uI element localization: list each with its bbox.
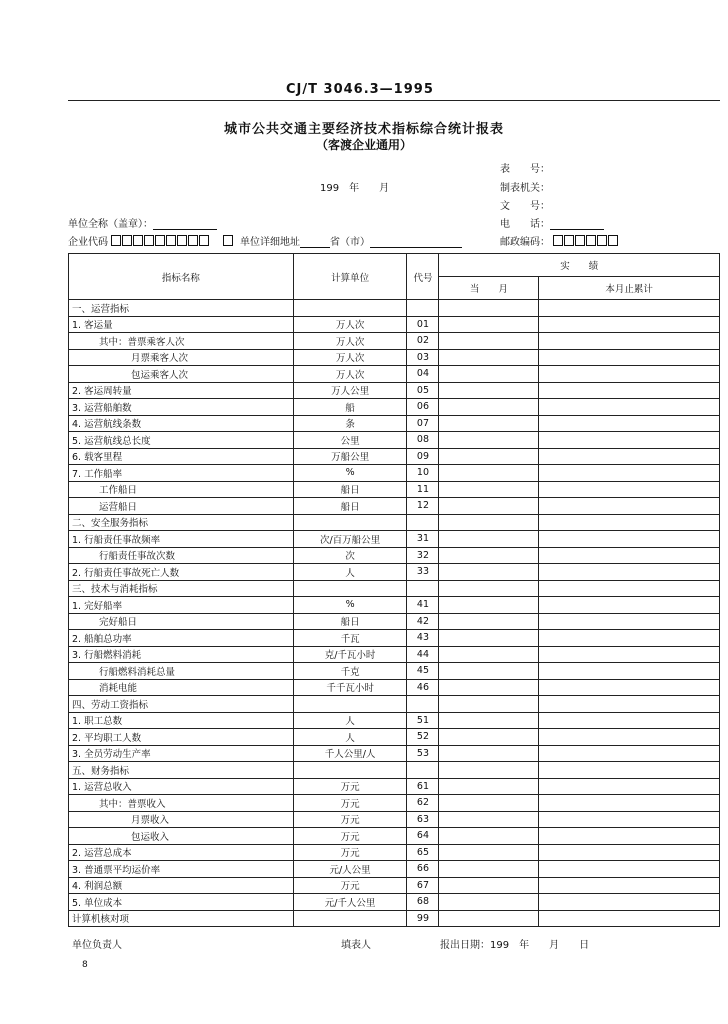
indicator-name-cell: 包运收入: [69, 828, 294, 845]
indicator-name-cell: 2. 客运周转量: [69, 382, 294, 399]
table-row: [69, 316, 720, 333]
cumulative-value-cell[interactable]: [539, 465, 720, 482]
cumulative-value-cell[interactable]: [539, 811, 720, 828]
code-cell: 65: [407, 844, 439, 861]
table-row: [69, 646, 720, 663]
current-month-value-cell[interactable]: [439, 861, 539, 878]
indicator-name-cell: 6. 载客里程: [69, 448, 294, 465]
col-code-header: 代号: [407, 254, 439, 300]
current-month-value-cell[interactable]: [439, 762, 539, 779]
cumulative-value-cell[interactable]: [539, 910, 720, 927]
indicator-name-cell: 行船燃料消耗总量: [69, 663, 294, 680]
current-month-value-cell[interactable]: [439, 564, 539, 581]
unit-cell: [293, 696, 407, 713]
code-cell: 68: [407, 894, 439, 911]
current-month-value-cell[interactable]: [439, 349, 539, 366]
doc-no-label: 文 号：: [500, 201, 550, 212]
code-cell: 45: [407, 663, 439, 680]
cumulative-value-cell[interactable]: [539, 547, 720, 564]
code-cell: 51: [407, 712, 439, 729]
cumulative-value-cell[interactable]: [539, 894, 720, 911]
cumulative-value-cell[interactable]: [539, 448, 720, 465]
unit-cell: 万元: [293, 877, 407, 894]
code-cell: 46: [407, 679, 439, 696]
code-cell: 10: [407, 465, 439, 482]
unit-cell: %: [293, 597, 407, 614]
cumulative-value-cell[interactable]: [539, 432, 720, 449]
table-row: [69, 894, 720, 911]
current-month-value-cell[interactable]: [439, 646, 539, 663]
table-row: [69, 861, 720, 878]
unit-cell: 次: [293, 547, 407, 564]
unit-cell: 万元: [293, 795, 407, 812]
indicator-name-cell: 四、劳动工资指标: [69, 696, 294, 713]
col-unit-header: 计算单位: [293, 254, 407, 300]
postcode-boxes: [553, 235, 619, 249]
indicator-name-cell: 其中：普票收入: [69, 795, 294, 812]
cumulative-value-cell[interactable]: [539, 613, 720, 630]
current-month-value-cell[interactable]: [439, 877, 539, 894]
current-month-value-cell[interactable]: [439, 300, 539, 317]
cumulative-value-cell[interactable]: [539, 349, 720, 366]
code-cell: 53: [407, 745, 439, 762]
table-row: [69, 349, 720, 366]
current-month-value-cell[interactable]: [439, 333, 539, 350]
indicator-name-cell: 二、安全服务指标: [69, 514, 294, 531]
unit-cell: 船日: [293, 613, 407, 630]
current-month-value-cell[interactable]: [439, 663, 539, 680]
code-cell: 31: [407, 531, 439, 548]
cumulative-value-cell[interactable]: [539, 300, 720, 317]
unit-cell: 人: [293, 712, 407, 729]
unit-cell: 人: [293, 564, 407, 581]
indicator-name-cell: 运营船日: [69, 498, 294, 515]
cumulative-value-cell[interactable]: [539, 630, 720, 647]
unit-cell: 条: [293, 415, 407, 432]
indicator-name-cell: 3. 行船燃料消耗: [69, 646, 294, 663]
phone-field[interactable]: [500, 215, 604, 230]
address-label: 单位详细地址: [240, 237, 300, 248]
table-row: [69, 481, 720, 498]
table-row: [69, 547, 720, 564]
report-title: 城市公共交通主要经济技术指标综合统计报表: [223, 122, 504, 137]
cumulative-value-cell[interactable]: [539, 762, 720, 779]
indicator-name-cell: 完好船日: [69, 613, 294, 630]
indicator-name-cell: 月票乘客人次: [69, 349, 294, 366]
current-month-value-cell[interactable]: [439, 630, 539, 647]
current-month-value-cell[interactable]: [439, 448, 539, 465]
current-month-value-cell[interactable]: [439, 481, 539, 498]
indicator-name-cell: 2. 平均职工人数: [69, 729, 294, 746]
table-row: [69, 729, 720, 746]
issuing-org-label: 制表机关：: [500, 183, 550, 194]
cumulative-value-cell[interactable]: [539, 382, 720, 399]
unit-cell: 万船公里: [293, 448, 407, 465]
code-cell: 64: [407, 828, 439, 845]
current-month-value-cell[interactable]: [439, 415, 539, 432]
table-row: [69, 630, 720, 647]
current-month-value-cell[interactable]: [439, 795, 539, 812]
indicator-name-cell: 1. 完好船率: [69, 597, 294, 614]
table-row: [69, 333, 720, 350]
indicator-name-cell: 工作船日: [69, 481, 294, 498]
cumulative-value-cell[interactable]: [539, 745, 720, 762]
address-detail-line: [370, 236, 462, 248]
postcode-label: 邮政编码：: [500, 237, 550, 248]
current-month-value-cell[interactable]: [439, 745, 539, 762]
col-actual-header: 实 绩: [439, 254, 720, 277]
current-month-value-cell[interactable]: [439, 712, 539, 729]
table-row: [69, 366, 720, 383]
cumulative-value-cell[interactable]: [539, 679, 720, 696]
table-row: [69, 844, 720, 861]
unit-cell: 元/千人公里: [293, 894, 407, 911]
enterprise-code-field[interactable]: [68, 233, 234, 249]
unit-cell: 万元: [293, 844, 407, 861]
cumulative-value-cell[interactable]: [539, 844, 720, 861]
address-field[interactable]: [240, 233, 462, 248]
table-row: [69, 778, 720, 795]
unit-cell: 千千瓦小时: [293, 679, 407, 696]
indicator-name-cell: 3. 全员劳动生产率: [69, 745, 294, 762]
unit-cell: 千克: [293, 663, 407, 680]
responsible-label: 单位负责人: [72, 940, 122, 951]
unit-cell: 万人次: [293, 316, 407, 333]
code-cell: 02: [407, 333, 439, 350]
indicator-name-cell: 1. 职工总数: [69, 712, 294, 729]
current-month-value-cell[interactable]: [439, 613, 539, 630]
table-row: [69, 580, 720, 597]
table-row: [69, 828, 720, 845]
current-month-value-cell[interactable]: [439, 811, 539, 828]
table-row: [69, 531, 720, 548]
unit-cell: 万人次: [293, 349, 407, 366]
code-cell: 06: [407, 399, 439, 416]
unit-cell: 人: [293, 729, 407, 746]
enterprise-code-label: 企业代码: [68, 237, 108, 248]
indicator-name-cell: 2. 运营总成本: [69, 844, 294, 861]
col-indicator-header: 指标名称: [69, 254, 294, 300]
current-month-value-cell[interactable]: [439, 844, 539, 861]
phone-label: 电 话：: [500, 219, 550, 230]
current-month-value-cell[interactable]: [439, 597, 539, 614]
table-row: [69, 597, 720, 614]
unit-cell: 船日: [293, 481, 407, 498]
cumulative-value-cell[interactable]: [539, 795, 720, 812]
cumulative-value-cell[interactable]: [539, 316, 720, 333]
table-row: [69, 399, 720, 416]
code-cell: 43: [407, 630, 439, 647]
code-cell: [407, 514, 439, 531]
table-row: [69, 432, 720, 449]
header-rule: [68, 100, 720, 101]
code-cell: 63: [407, 811, 439, 828]
table-row: [69, 448, 720, 465]
unit-cell: 克/千瓦小时: [293, 646, 407, 663]
cumulative-value-cell[interactable]: [539, 828, 720, 845]
code-cell: 33: [407, 564, 439, 581]
unit-cell: [293, 514, 407, 531]
code-cell: 07: [407, 415, 439, 432]
address-province-line: [300, 236, 330, 248]
code-cell: 05: [407, 382, 439, 399]
postcode-field[interactable]: [500, 233, 619, 249]
code-cell: 61: [407, 778, 439, 795]
indicator-name-cell: 包运乘客人次: [69, 366, 294, 383]
cumulative-value-cell[interactable]: [539, 564, 720, 581]
code-cell: 11: [407, 481, 439, 498]
unit-cell: [293, 762, 407, 779]
table-row: [69, 564, 720, 581]
current-month-value-cell[interactable]: [439, 531, 539, 548]
indicator-name-cell: 3. 普通票平均运价率: [69, 861, 294, 878]
cumulative-value-cell[interactable]: [539, 877, 720, 894]
current-month-value-cell[interactable]: [439, 432, 539, 449]
cumulative-value-cell[interactable]: [539, 399, 720, 416]
report-date-label: 报出日期：199 年 月 日: [440, 940, 590, 951]
indicator-name-cell: 其中：普票乘客人次: [69, 333, 294, 350]
table-row: [69, 811, 720, 828]
current-month-value-cell[interactable]: [439, 894, 539, 911]
indicator-name-cell: 三、技术与消耗指标: [69, 580, 294, 597]
current-month-value-cell[interactable]: [439, 316, 539, 333]
current-month-value-cell[interactable]: [439, 547, 539, 564]
table-row: [69, 877, 720, 894]
unit-cell: 千人公里/人: [293, 745, 407, 762]
current-month-value-cell[interactable]: [439, 696, 539, 713]
code-cell: [407, 580, 439, 597]
code-cell: 67: [407, 877, 439, 894]
enterprise-code-boxes: [111, 235, 210, 249]
page-number: 8: [82, 960, 88, 970]
cumulative-value-cell[interactable]: [539, 597, 720, 614]
indicator-name-cell: 月票收入: [69, 811, 294, 828]
current-month-value-cell[interactable]: [439, 580, 539, 597]
indicator-name-cell: 行船责任事故次数: [69, 547, 294, 564]
indicator-name-cell: 4. 运营航线条数: [69, 415, 294, 432]
unit-cell: 万元: [293, 811, 407, 828]
unit-cell: 元/人公里: [293, 861, 407, 878]
indicator-rows: [69, 300, 720, 927]
indicator-name-cell: 4. 利润总额: [69, 877, 294, 894]
cumulative-value-cell[interactable]: [539, 712, 720, 729]
cumulative-value-cell[interactable]: [539, 415, 720, 432]
code-cell: 01: [407, 316, 439, 333]
indicator-name-cell: 消耗电能: [69, 679, 294, 696]
code-cell: [407, 696, 439, 713]
unit-cell: [293, 300, 407, 317]
enterprise-code-check-box: [223, 235, 234, 249]
filler-label: 填表人: [341, 940, 371, 951]
cumulative-value-cell[interactable]: [539, 498, 720, 515]
unit-name-field[interactable]: [68, 215, 217, 230]
current-month-value-cell[interactable]: [439, 382, 539, 399]
indicator-name-cell: 5. 单位成本: [69, 894, 294, 911]
indicator-name-cell: 计算机核对项: [69, 910, 294, 927]
table-row: [69, 382, 720, 399]
code-cell: 32: [407, 547, 439, 564]
unit-name-label: 单位全称（盖章）：: [68, 219, 153, 230]
cumulative-value-cell[interactable]: [539, 580, 720, 597]
phone-line: [550, 218, 604, 230]
indicator-name-cell: 2. 船舶总功率: [69, 630, 294, 647]
unit-cell: [293, 580, 407, 597]
code-cell: 52: [407, 729, 439, 746]
code-cell: [407, 762, 439, 779]
code-cell: 99: [407, 910, 439, 927]
indicator-table: [68, 253, 720, 927]
unit-cell: 船日: [293, 498, 407, 515]
indicator-name-cell: 1. 运营总收入: [69, 778, 294, 795]
cumulative-value-cell[interactable]: [539, 333, 720, 350]
cumulative-value-cell[interactable]: [539, 481, 720, 498]
standard-code: CJ/T 3046.3—1995: [286, 82, 434, 97]
unit-cell: 公里: [293, 432, 407, 449]
code-cell: 44: [407, 646, 439, 663]
code-cell: [407, 300, 439, 317]
indicator-name-cell: 5. 运营航线总长度: [69, 432, 294, 449]
table-row: [69, 712, 720, 729]
code-cell: 41: [407, 597, 439, 614]
current-month-value-cell[interactable]: [439, 366, 539, 383]
year-month: 199 年 月: [320, 183, 390, 194]
unit-cell: [293, 910, 407, 927]
cumulative-value-cell[interactable]: [539, 646, 720, 663]
unit-cell: %: [293, 465, 407, 482]
unit-cell: 船: [293, 399, 407, 416]
indicator-name-cell: 五、财务指标: [69, 762, 294, 779]
current-month-value-cell[interactable]: [439, 828, 539, 845]
table-row: [69, 679, 720, 696]
table-row: [69, 910, 720, 927]
current-month-value-cell[interactable]: [439, 679, 539, 696]
col-month-header: 当 月: [439, 277, 539, 300]
code-cell: 62: [407, 795, 439, 812]
table-row: [69, 696, 720, 713]
unit-cell: 千瓦: [293, 630, 407, 647]
cumulative-value-cell[interactable]: [539, 663, 720, 680]
table-row: [69, 465, 720, 482]
table-row: [69, 745, 720, 762]
table-row: [69, 300, 720, 317]
indicator-name-cell: 7. 工作船率: [69, 465, 294, 482]
current-month-value-cell[interactable]: [439, 399, 539, 416]
unit-cell: 万人次: [293, 333, 407, 350]
cumulative-value-cell[interactable]: [539, 729, 720, 746]
table-row: [69, 762, 720, 779]
indicator-name-cell: 1. 客运量: [69, 316, 294, 333]
table-row: [69, 498, 720, 515]
indicator-name-cell: 1. 行船责任事故频率: [69, 531, 294, 548]
unit-cell: 万元: [293, 778, 407, 795]
current-month-value-cell[interactable]: [439, 514, 539, 531]
current-month-value-cell[interactable]: [439, 910, 539, 927]
table-row: [69, 663, 720, 680]
current-month-value-cell[interactable]: [439, 465, 539, 482]
cumulative-value-cell[interactable]: [539, 531, 720, 548]
unit-cell: 次/百万船公里: [293, 531, 407, 548]
code-cell: 08: [407, 432, 439, 449]
unit-name-line: [153, 218, 217, 230]
address-province-label: 省（市）: [330, 237, 370, 248]
current-month-value-cell[interactable]: [439, 778, 539, 795]
indicator-name-cell: 3. 运营船舶数: [69, 399, 294, 416]
table-row: [69, 415, 720, 432]
indicator-name-cell: 一、运营指标: [69, 300, 294, 317]
cumulative-value-cell[interactable]: [539, 861, 720, 878]
cumulative-value-cell[interactable]: [539, 696, 720, 713]
unit-cell: 万人次: [293, 366, 407, 383]
cumulative-value-cell[interactable]: [539, 514, 720, 531]
cumulative-value-cell[interactable]: [539, 366, 720, 383]
cumulative-value-cell[interactable]: [539, 778, 720, 795]
current-month-value-cell[interactable]: [439, 729, 539, 746]
code-cell: 12: [407, 498, 439, 515]
col-cumulative-header: 本月止累计: [539, 277, 720, 300]
code-cell: 66: [407, 861, 439, 878]
unit-cell: 万人公里: [293, 382, 407, 399]
report-subtitle: （客渡企业通用）: [315, 138, 412, 152]
code-cell: 09: [407, 448, 439, 465]
table-no-label: 表 号：: [500, 164, 550, 175]
code-cell: 42: [407, 613, 439, 630]
table-row: [69, 613, 720, 630]
table-row: [69, 795, 720, 812]
current-month-value-cell[interactable]: [439, 498, 539, 515]
code-cell: 03: [407, 349, 439, 366]
indicator-name-cell: 2. 行船责任事故死亡人数: [69, 564, 294, 581]
unit-cell: 万元: [293, 828, 407, 845]
table-row: [69, 514, 720, 531]
code-cell: 04: [407, 366, 439, 383]
